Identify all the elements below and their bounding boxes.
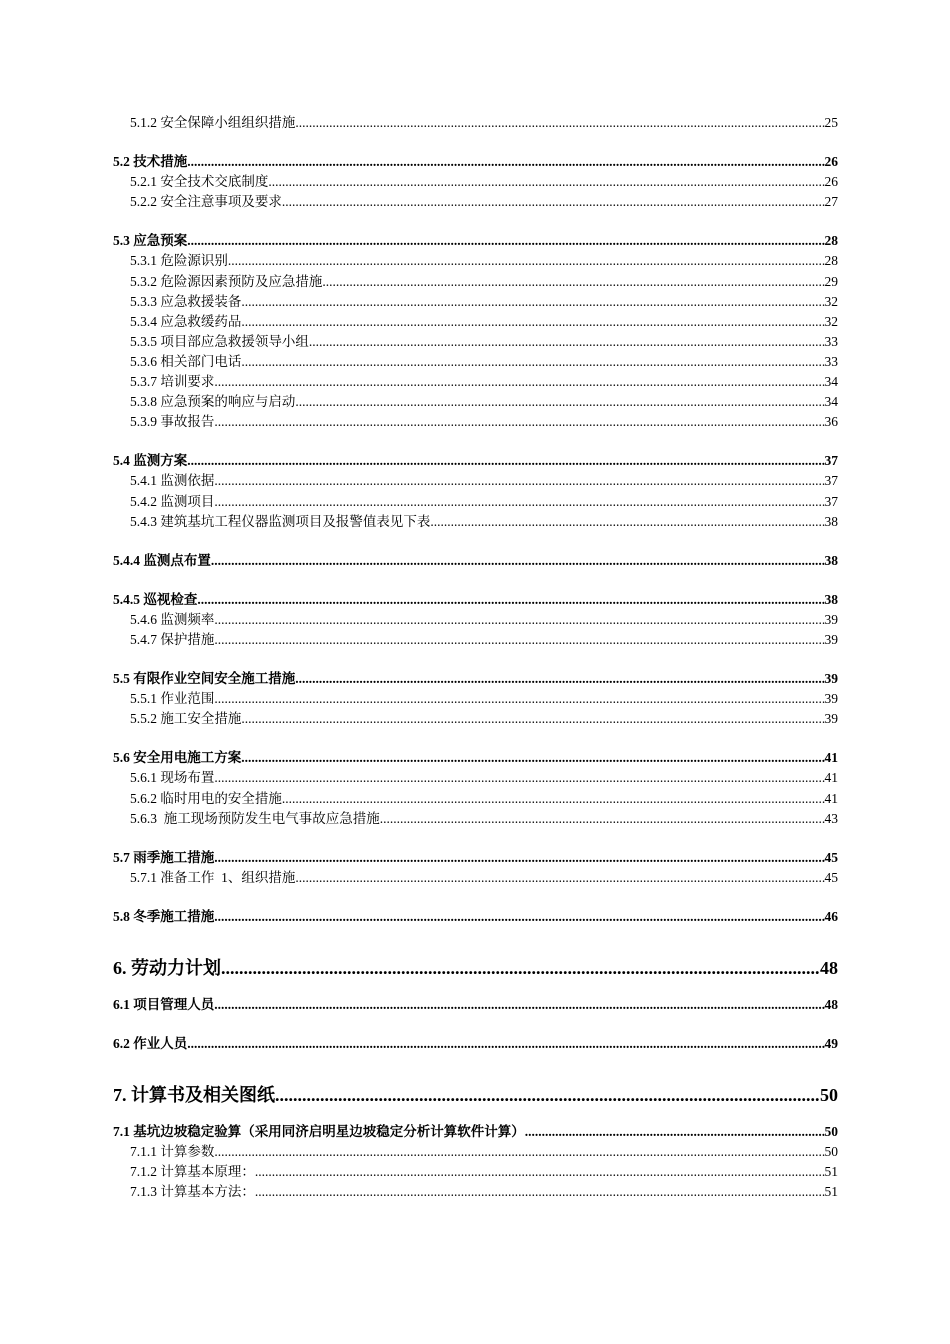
toc-entry-5-7-1[interactable] bbox=[113, 868, 838, 888]
toc-entry-page: 51 bbox=[824, 1184, 838, 1200]
toc-entry-5-4-1[interactable] bbox=[113, 471, 838, 491]
dot-leader bbox=[228, 251, 825, 271]
toc-entry-page: 39 bbox=[824, 631, 838, 647]
dot-leader bbox=[214, 907, 824, 927]
dot-leader bbox=[380, 809, 825, 829]
toc-entry-title: 5.1.2 安全保障小组组织措施 bbox=[130, 115, 296, 130]
toc-entry-page: 38 bbox=[824, 591, 838, 607]
toc-entry-title: 5.3.3 应急救援装备 bbox=[130, 293, 242, 309]
toc-entry-page: 33 bbox=[824, 353, 838, 369]
toc-entry-title: 5.2.2 安全注意事项及要求 bbox=[130, 194, 282, 210]
dot-leader bbox=[214, 768, 824, 788]
dot-leader bbox=[241, 709, 824, 729]
toc-entry-page: 39 bbox=[824, 711, 838, 727]
toc-entry-page: 41 bbox=[824, 790, 838, 806]
dot-leader bbox=[214, 848, 824, 868]
toc-entry-5-4-7[interactable] bbox=[113, 630, 838, 650]
toc-entry-7-1-2[interactable] bbox=[113, 1162, 838, 1182]
dot-leader bbox=[295, 868, 824, 888]
toc-entry-title: 5.4.2 监测项目 bbox=[130, 493, 215, 509]
toc-entry-5-4-5[interactable] bbox=[113, 590, 838, 610]
table-of-contents bbox=[113, 113, 838, 1203]
toc-entry-title: 7.1.2 计算基本原理： bbox=[130, 1164, 255, 1180]
toc-entry-title: 5.7.1 准备工作 1、组织措施 bbox=[130, 869, 296, 885]
toc-entry-page: 49 bbox=[824, 1036, 838, 1052]
toc-entry-page: 28 bbox=[824, 253, 838, 269]
dot-leader bbox=[255, 1182, 825, 1202]
toc-entry-5-6[interactable] bbox=[113, 748, 838, 768]
toc-entry-5-3-7[interactable] bbox=[113, 372, 838, 392]
toc-entry-page: 50 bbox=[824, 1124, 838, 1140]
toc-entry-page: 37 bbox=[824, 453, 838, 469]
toc-entry-page: 27 bbox=[824, 194, 838, 210]
dot-leader bbox=[241, 312, 824, 332]
toc-entry-title: 6.2 作业人员 bbox=[113, 1036, 188, 1052]
toc-entry-5-3-4[interactable] bbox=[113, 312, 838, 332]
toc-entry-title: 7.1.3 计算基本方法： bbox=[130, 1184, 255, 1200]
toc-entry-6[interactable] bbox=[113, 955, 838, 981]
toc-entry-title: 5.3.4 应急救缓药品 bbox=[130, 313, 242, 329]
toc-entry-page: 41 bbox=[824, 770, 838, 786]
toc-entry-title: 5.2 技术措施 bbox=[113, 154, 188, 170]
toc-entry-title: 7. 计算书及相关图纸 bbox=[113, 1085, 275, 1106]
toc-entry-page: 50 bbox=[824, 1144, 838, 1160]
toc-entry-page: 39 bbox=[824, 611, 838, 627]
toc-entry-5-4-3[interactable] bbox=[113, 512, 838, 532]
toc-entry-page: 34 bbox=[824, 394, 838, 410]
toc-entry-5-5-1[interactable] bbox=[113, 689, 838, 709]
toc-entry-title: 7.1 基坑边坡稳定验算（采用同济启明星边坡稳定分析计算软件计算） bbox=[113, 1124, 525, 1140]
toc-entry-page: 29 bbox=[824, 273, 838, 289]
dot-leader bbox=[211, 551, 825, 571]
toc-entry-5-8[interactable] bbox=[113, 907, 838, 927]
dot-leader bbox=[282, 789, 825, 809]
toc-entry-title: 5.3.7 培训要求 bbox=[130, 374, 215, 390]
toc-entry-page: 50 bbox=[820, 1085, 838, 1106]
toc-entry-title: 5.3 应急预案 bbox=[113, 233, 188, 249]
toc-entry-title: 5.3.2 危险源因素预防及应急措施 bbox=[130, 273, 323, 289]
toc-entry-page: 39 bbox=[824, 671, 838, 687]
toc-entry-5-5-2[interactable] bbox=[113, 709, 838, 729]
dot-leader bbox=[322, 272, 824, 292]
dot-leader bbox=[309, 332, 825, 352]
toc-entry-title: 5.5.2 施工安全措施 bbox=[130, 711, 242, 727]
toc-entry-page: 25 bbox=[824, 115, 838, 130]
toc-entry-page: 37 bbox=[824, 493, 838, 509]
toc-entry-title: 5.5.1 作业范围 bbox=[130, 691, 215, 707]
toc-entry-page: 28 bbox=[824, 233, 838, 249]
toc-entry-title: 5.4.6 监测频率 bbox=[130, 611, 215, 627]
toc-entry-6-2[interactable] bbox=[113, 1034, 838, 1054]
toc-entry-title: 6.1 项目管理人员 bbox=[113, 997, 215, 1012]
toc-entry-title: 5.6.3 施工现场预防发生电气事故应急措施 bbox=[130, 810, 380, 826]
toc-entry-page: 37 bbox=[824, 473, 838, 489]
toc-entry-page: 38 bbox=[824, 513, 838, 529]
dot-leader bbox=[282, 192, 825, 212]
toc-entry-7-1[interactable] bbox=[113, 1122, 838, 1142]
dot-leader bbox=[221, 955, 820, 981]
toc-entry-page: 38 bbox=[824, 552, 838, 568]
dot-leader bbox=[268, 172, 824, 192]
toc-entry-page: 46 bbox=[824, 908, 838, 924]
toc-entry-title: 5.4.5 巡视检查 bbox=[113, 591, 198, 607]
toc-entry-5-3-6[interactable] bbox=[113, 352, 838, 372]
toc-entry-5-3-3[interactable] bbox=[113, 292, 838, 312]
toc-entry-page: 33 bbox=[824, 333, 838, 349]
dot-leader bbox=[214, 630, 824, 650]
toc-entry-5-2-2[interactable] bbox=[113, 192, 838, 212]
toc-entry-page: 26 bbox=[824, 154, 838, 170]
toc-entry-5-3-5[interactable] bbox=[113, 332, 838, 352]
toc-entry-5-2-1[interactable] bbox=[113, 172, 838, 192]
toc-entry-title: 5.4 监测方案 bbox=[113, 453, 188, 469]
toc-entry-7-1-1[interactable] bbox=[113, 1142, 838, 1162]
toc-entry-title: 7.1.1 计算参数 bbox=[130, 1144, 215, 1160]
toc-entry-title: 5.6 安全用电施工方案 bbox=[113, 750, 242, 766]
toc-entry-page: 32 bbox=[824, 293, 838, 309]
toc-entry-7[interactable] bbox=[113, 1082, 838, 1108]
toc-entry-title: 5.3.8 应急预案的响应与启动 bbox=[130, 394, 296, 410]
toc-entry-title: 5.4.1 监测依据 bbox=[130, 473, 215, 489]
toc-entry-5-6-1[interactable] bbox=[113, 768, 838, 788]
dot-leader bbox=[187, 1034, 824, 1054]
toc-entry-5-1-2[interactable] bbox=[113, 113, 838, 133]
toc-entry-title: 5.2.1 安全技术交底制度 bbox=[130, 174, 269, 190]
dot-leader bbox=[187, 451, 824, 471]
toc-entry-page: 51 bbox=[824, 1164, 838, 1180]
toc-entry-page: 48 bbox=[820, 958, 838, 978]
toc-entry-page: 39 bbox=[824, 691, 838, 707]
dot-leader bbox=[275, 1082, 820, 1108]
dot-leader bbox=[525, 1122, 825, 1142]
toc-entry-5-4-6[interactable] bbox=[113, 610, 838, 630]
toc-entry-title: 5.4.7 保护措施 bbox=[130, 631, 215, 647]
toc-entry-6-1[interactable] bbox=[113, 995, 838, 1015]
dot-leader bbox=[214, 689, 824, 709]
toc-entry-page: 36 bbox=[824, 414, 838, 430]
toc-entry-5-7[interactable] bbox=[113, 848, 838, 868]
toc-entry-title: 5.3.6 相关部门电话 bbox=[130, 353, 242, 369]
dot-leader bbox=[187, 231, 824, 251]
dot-leader bbox=[295, 113, 824, 133]
toc-entry-7-1-3[interactable] bbox=[113, 1182, 838, 1202]
toc-entry-5-4-4[interactable] bbox=[113, 551, 838, 571]
toc-entry-title: 5.3.1 危险源识别 bbox=[130, 253, 228, 269]
toc-entry-page: 26 bbox=[824, 174, 838, 190]
toc-entry-page: 48 bbox=[824, 997, 838, 1012]
toc-entry-page: 45 bbox=[824, 849, 838, 865]
toc-entry-title: 5.4.3 建筑基坑工程仪器监测项目及报警值表见下表 bbox=[130, 513, 431, 529]
toc-entry-5-3-9[interactable] bbox=[113, 412, 838, 432]
dot-leader bbox=[214, 372, 824, 392]
toc-entry-5-6-3[interactable] bbox=[113, 809, 838, 829]
dot-leader bbox=[255, 1162, 825, 1182]
toc-entry-5-3-1[interactable] bbox=[113, 251, 838, 271]
dot-leader bbox=[241, 748, 824, 768]
toc-entry-5-4-2[interactable] bbox=[113, 492, 838, 512]
toc-entry-page: 45 bbox=[824, 869, 838, 885]
toc-entry-5-3-8[interactable] bbox=[113, 392, 838, 412]
toc-entry-page: 43 bbox=[824, 810, 838, 826]
dot-leader bbox=[214, 1142, 824, 1162]
toc-entry-5-3[interactable] bbox=[113, 231, 838, 251]
toc-entry-5-2[interactable] bbox=[113, 152, 838, 172]
dot-leader bbox=[295, 392, 824, 412]
dot-leader bbox=[430, 512, 824, 532]
toc-entry-title: 5.8 冬季施工措施 bbox=[113, 908, 215, 924]
dot-leader bbox=[197, 590, 824, 610]
dot-leader bbox=[214, 995, 824, 1015]
toc-entry-5-6-2[interactable] bbox=[113, 789, 838, 809]
dot-leader bbox=[214, 412, 824, 432]
dot-leader bbox=[241, 292, 824, 312]
dot-leader bbox=[214, 610, 824, 630]
toc-entry-page: 41 bbox=[824, 750, 838, 766]
toc-entry-5-4[interactable] bbox=[113, 451, 838, 471]
toc-entry-5-5[interactable] bbox=[113, 669, 838, 689]
toc-entry-5-3-2[interactable] bbox=[113, 272, 838, 292]
toc-entry-title: 6. 劳动力计划 bbox=[113, 958, 221, 978]
toc-entry-title: 5.5 有限作业空间安全施工措施 bbox=[113, 671, 296, 687]
dot-leader bbox=[214, 492, 824, 512]
toc-entry-page: 32 bbox=[824, 313, 838, 329]
toc-entry-title: 5.3.5 项目部应急救援领导小组 bbox=[130, 333, 309, 349]
toc-entry-page: 34 bbox=[824, 374, 838, 390]
toc-entry-title: 5.6.1 现场布置 bbox=[130, 770, 215, 786]
dot-leader bbox=[187, 152, 824, 172]
dot-leader bbox=[295, 669, 824, 689]
toc-entry-title: 5.3.9 事故报告 bbox=[130, 414, 215, 430]
toc-entry-title: 5.6.2 临时用电的安全措施 bbox=[130, 790, 282, 806]
toc-entry-title: 5.7 雨季施工措施 bbox=[113, 849, 215, 865]
dot-leader bbox=[214, 471, 824, 491]
toc-entry-title: 5.4.4 监测点布置 bbox=[113, 552, 211, 568]
dot-leader bbox=[241, 352, 824, 372]
